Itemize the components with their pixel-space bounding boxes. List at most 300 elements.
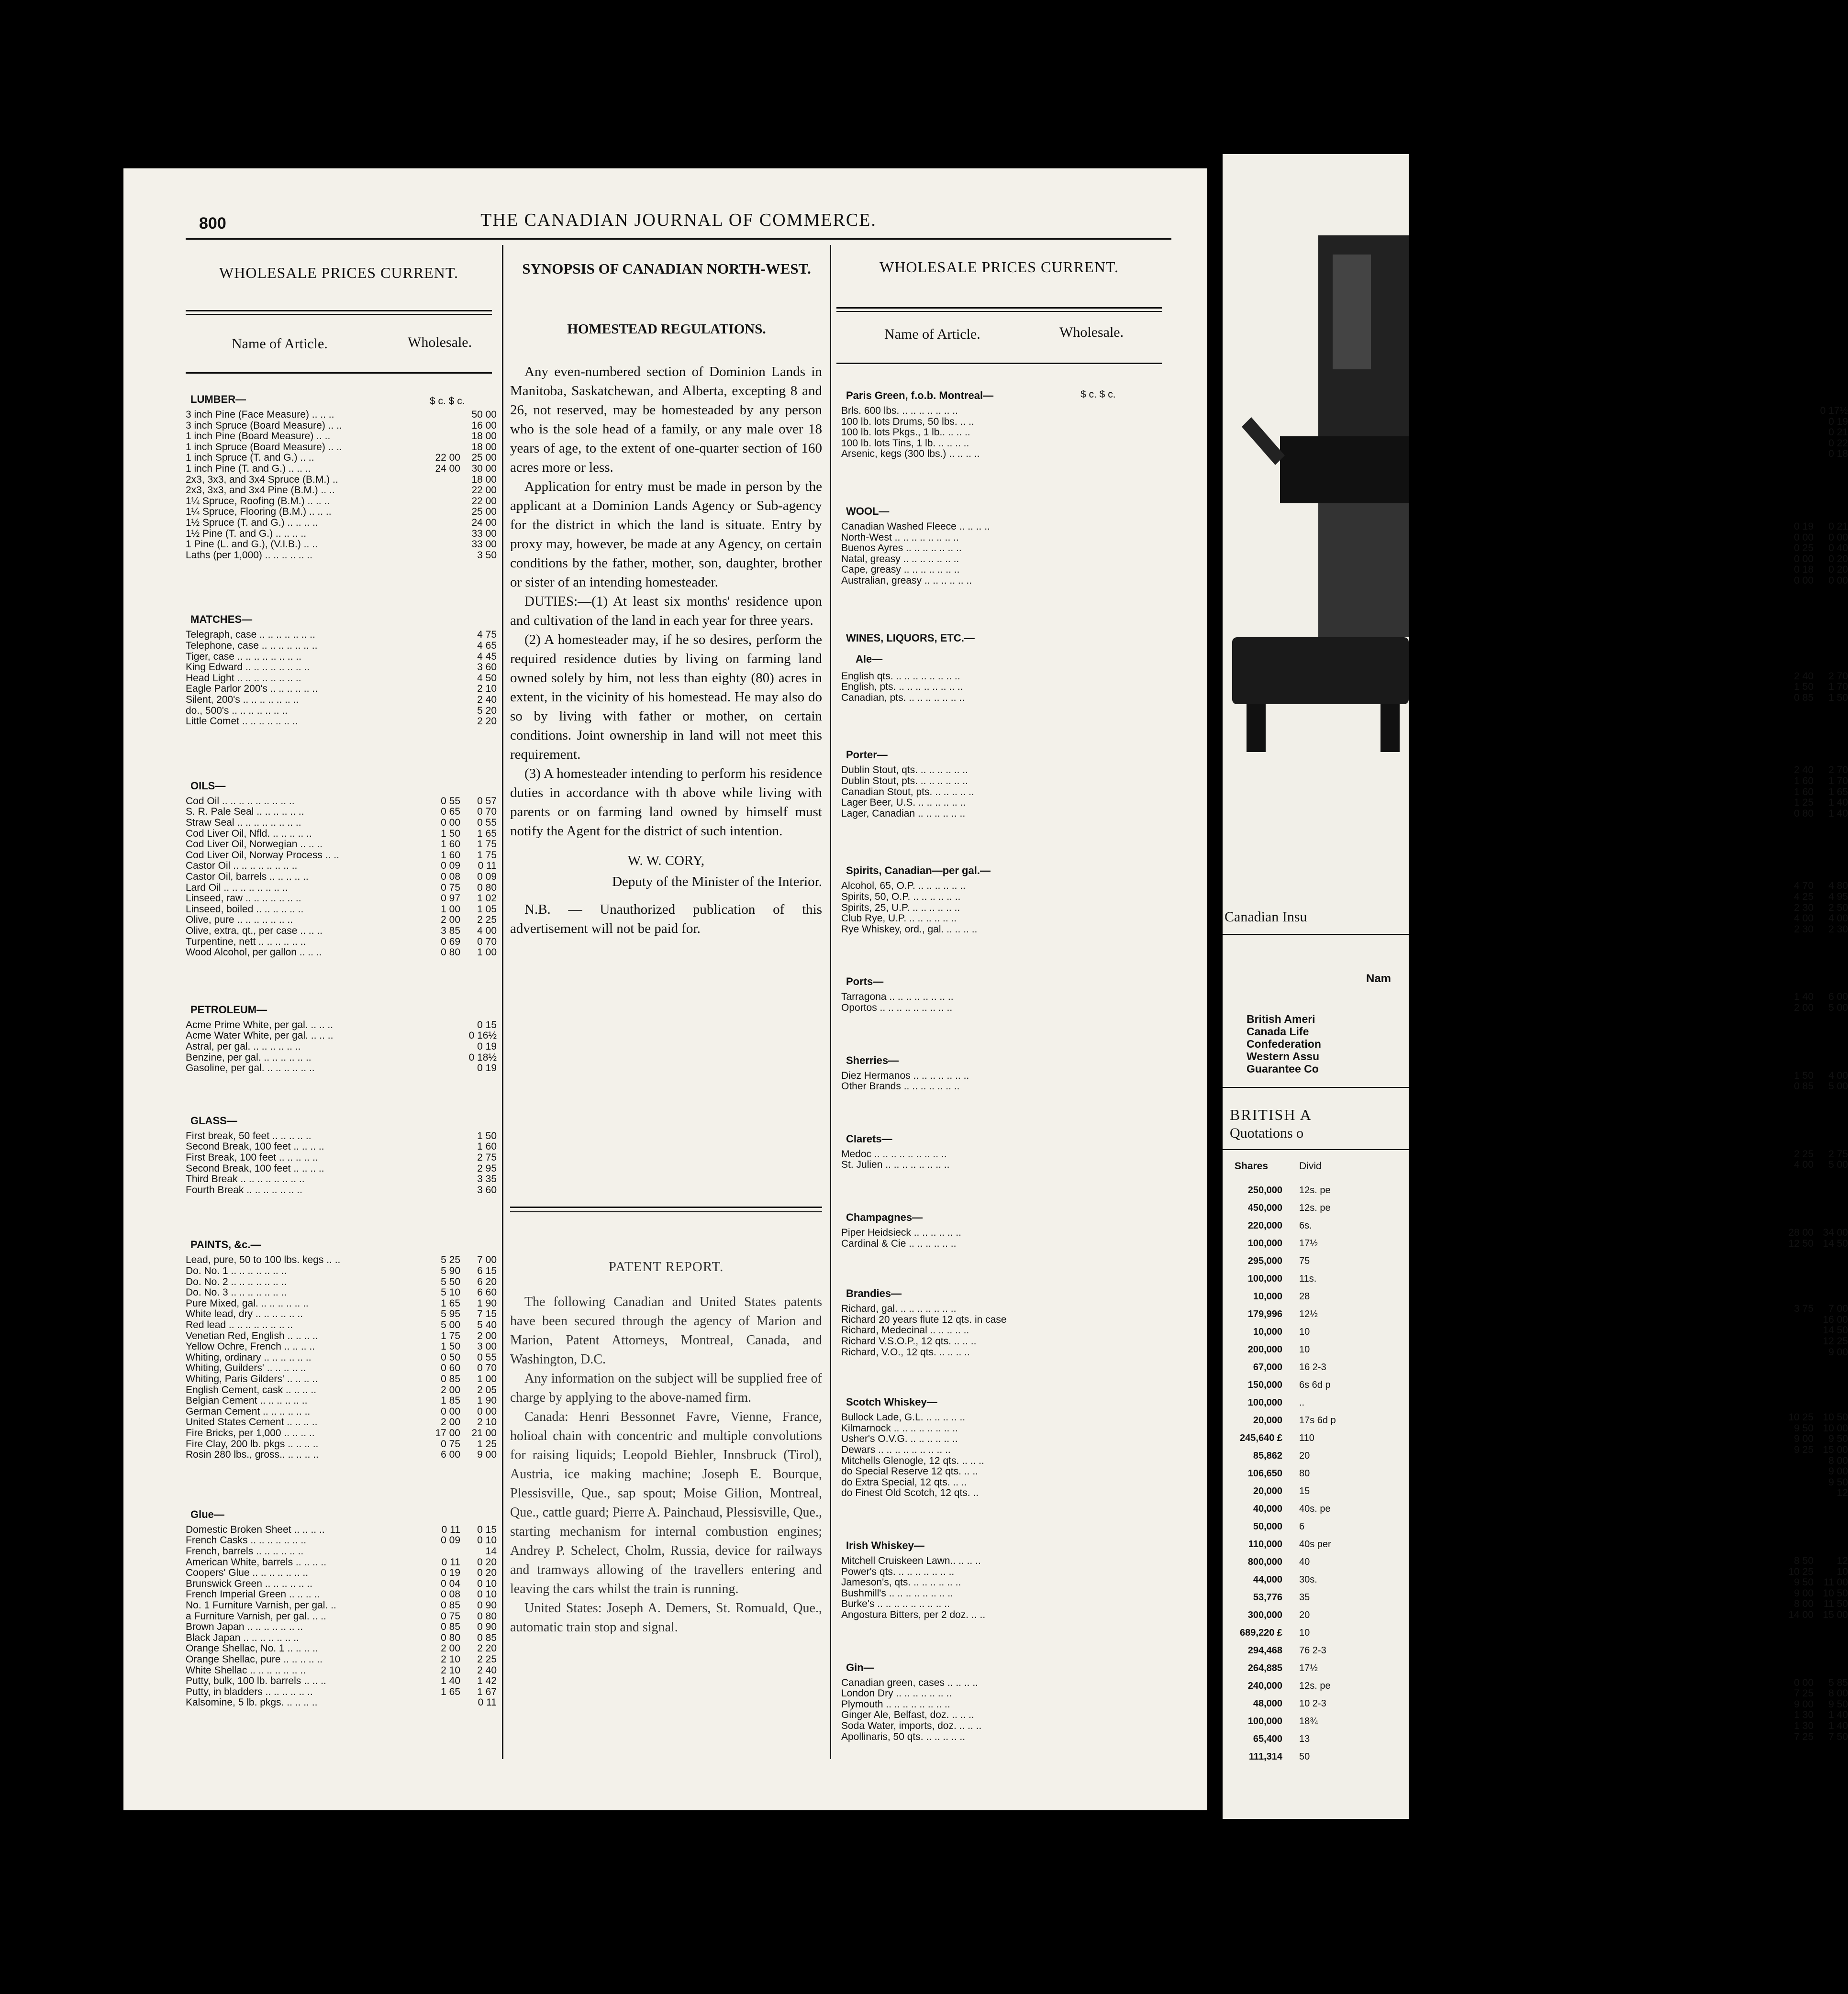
price-row (186, 550, 497, 561)
shares-value: 179,996 (1247, 1309, 1282, 1319)
price-high: 18 00 (471, 431, 497, 442)
price-high: 5 20 (477, 705, 497, 716)
price-row (186, 850, 497, 861)
price-high: 0 20 (477, 1556, 497, 1568)
article-name: Alcohol, 65, O.P. .. .. .. .. .. .. (841, 880, 966, 892)
price-low: 5 50 (441, 1276, 460, 1287)
shares-value: 450,000 (1247, 1203, 1282, 1213)
dividend-value: 40s per (1299, 1539, 1331, 1550)
article-name: Fire Clay, 200 lb. pkgs .. .. .. .. (186, 1438, 319, 1450)
price-high: 1 60 (477, 1141, 497, 1152)
price-high: 0 00 (1828, 532, 1848, 543)
price-low: 0 85 (1794, 692, 1814, 703)
price-high: 1 05 (477, 903, 497, 915)
price-high: 0 21 (1828, 521, 1848, 532)
price-row (186, 1277, 497, 1287)
price-high: 0 20 (477, 1567, 497, 1579)
price-high: 5 00 (1828, 1081, 1848, 1092)
dividend-value: 28 (1299, 1291, 1310, 1302)
price-low: 1 60 (1794, 786, 1814, 798)
price-row (186, 1428, 497, 1439)
price-high: 22 00 (471, 495, 497, 507)
price-row (186, 926, 497, 936)
price-high: 1 02 (477, 893, 497, 904)
price-low: 8 00 (1794, 1598, 1814, 1610)
right-col-name: Name of Article. (884, 326, 980, 342)
price-high: 25 00 (471, 452, 497, 464)
dividend-value: 17½ (1299, 1238, 1318, 1249)
patent-para-4: United States: Joseph A. Demers, St. Romuald, Que., automatic train stop and signal. (510, 1601, 822, 1635)
article-name: White Shellac .. .. .. .. .. .. .. (186, 1664, 306, 1676)
shares-value: 250,000 (1247, 1185, 1282, 1196)
left-title-rule (186, 310, 492, 311)
article-name: 100 lb. lots Pkgs., 1 lb.. .. .. .. (841, 427, 970, 438)
article-name: Black Japan .. .. .. .. .. .. .. (186, 1632, 299, 1643)
article-name: English Cement, cask .. .. .. .. (186, 1384, 317, 1396)
mid-rule-2 (510, 1211, 822, 1212)
article-name: Kalsomine, 5 lb. pkgs. .. .. .. .. (186, 1697, 318, 1708)
article-name: Canadian Stout, pts. .. .. .. .. .. (841, 786, 974, 798)
article-name: United States Cement .. .. .. .. (186, 1417, 318, 1428)
price-high: 14 50 (1823, 1238, 1848, 1249)
price-row (186, 1697, 497, 1708)
article-name: Australian, greasy .. .. .. .. .. .. (841, 575, 972, 586)
article-name: Putty, bulk, 100 lb. barrels .. .. .. (186, 1675, 326, 1687)
right-title-rule-2 (836, 311, 1162, 312)
price-row (186, 1352, 497, 1363)
price-high: 0 21 (1828, 427, 1848, 438)
dividend-value: 12s. pe (1299, 1185, 1331, 1196)
dividend-value: 110 (1299, 1433, 1314, 1443)
right-title-rule (836, 307, 1162, 309)
price-row (186, 1654, 497, 1665)
article-name: Piper Heidsieck .. .. .. .. .. .. (841, 1227, 961, 1238)
price-high: 3 50 (477, 549, 497, 561)
article-name: Natal, greasy .. .. .. .. .. .. .. (841, 553, 959, 565)
price-low: 0 80 (441, 947, 460, 958)
price-low: 0 97 (441, 893, 460, 904)
dividend-value: 10 2-3 (1299, 1698, 1326, 1709)
article-name: King Edward .. .. .. .. .. .. .. .. (186, 662, 310, 673)
price-row (186, 883, 497, 893)
article-name: English qts. .. .. .. .. .. .. .. .. (841, 670, 960, 682)
price-high: 7 00 (477, 1254, 497, 1266)
left-col-wholesale: Wholesale. (408, 334, 472, 350)
price-high: 0 11 (478, 1697, 497, 1708)
right-col-wholesale: Wholesale. (1059, 324, 1124, 340)
price-low: 2 30 (1794, 923, 1814, 935)
mid-rule-1 (510, 1207, 822, 1208)
article-name: Brunswick Green .. .. .. .. .. .. (186, 1578, 312, 1589)
price-high: 4 95 (1828, 891, 1848, 902)
price-high: 33 00 (471, 539, 497, 550)
article-name: 1 Pine (L. and G.), (V.I.B.) .. .. (186, 539, 318, 550)
price-row (186, 1557, 497, 1568)
article-name: Bullock Lade, G.L. .. .. .. .. .. (841, 1412, 966, 1423)
shares-value: 150,000 (1247, 1380, 1282, 1390)
price-low: 2 30 (1794, 902, 1814, 913)
left-title: WHOLESALE PRICES CURRENT. (219, 264, 458, 281)
dividend-value: 15 (1299, 1486, 1310, 1496)
price-low: 1 60 (441, 849, 460, 861)
price-row (186, 861, 497, 871)
price-row (186, 716, 497, 727)
price-row (186, 1185, 497, 1196)
article-name: Whiting, Paris Gilders' .. .. .. .. (186, 1374, 318, 1385)
dividend-value: 10 (1299, 1628, 1310, 1638)
price-high: 1 40 (1828, 1709, 1848, 1721)
price-low: 9 50 (1794, 1577, 1814, 1588)
dividend-value: 80 (1299, 1468, 1310, 1479)
price-high: 9 50 (1828, 1476, 1848, 1488)
dividend-value: 6s 6d p (1299, 1380, 1331, 1390)
price-high: 50 00 (471, 409, 497, 420)
price-high: 22 00 (471, 485, 497, 496)
article-name: Second Break, 100 feet .. .. .. .. (186, 1163, 324, 1174)
article-name: Straw Seal .. .. .. .. .. .. .. .. (186, 817, 301, 828)
price-high: 1 50 (477, 1130, 497, 1141)
article-name: Dublin Stout, qts. .. .. .. .. .. .. (841, 764, 968, 776)
adj-rule-2 (1223, 1087, 1409, 1088)
article-name: Apollinaris, 50 qts. .. .. .. .. .. (841, 1731, 966, 1742)
price-low: 0 00 (1794, 1677, 1814, 1688)
price-high: 1 40 (1828, 797, 1848, 809)
price-low: 0 85 (441, 1600, 460, 1611)
article-name: Cod Liver Oil, Norwegian .. .. .. (186, 839, 323, 850)
header-rule (186, 238, 1171, 240)
price-high: 9 00 (1828, 1346, 1848, 1358)
article-name: Yellow Ochre, French .. .. .. .. (186, 1341, 315, 1352)
price-row (186, 1622, 497, 1632)
price-low: 0 80 (1794, 808, 1814, 819)
price-high: 1 65 (1828, 786, 1848, 798)
patent-para-2: Any information on the subject will be supplied free of charge by applying to the above-named firm. (510, 1371, 822, 1405)
price-high: 9 50 (1828, 1698, 1848, 1710)
article-name: Acme Water White, per gal. .. .. .. (186, 1030, 334, 1041)
price-low: 1 65 (441, 1297, 460, 1309)
price-row (186, 1535, 497, 1546)
dividend-value: 30s. (1299, 1574, 1317, 1585)
article-name: Pure Mixed, gal. .. .. .. .. .. .. (186, 1297, 309, 1309)
price-high: 8 00 (1828, 1455, 1848, 1466)
shares-value: 294,468 (1247, 1645, 1282, 1656)
price-row (186, 1396, 497, 1406)
article-name: Third Break .. .. .. .. .. .. .. .. (186, 1174, 305, 1185)
price-row (186, 1374, 497, 1385)
article-name: Acme Prime White, per gal. .. .. .. (186, 1019, 334, 1030)
price-high: 0 57 (477, 795, 497, 807)
price-high: 1 00 (477, 947, 497, 958)
homestead-text (510, 362, 822, 938)
price-row (186, 662, 497, 673)
article-name: Richard 20 years flute 12 qts. in case (841, 1314, 1007, 1325)
price-low: 2 00 (441, 914, 460, 926)
section-heading: WINES, LIQUORS, ETC.— (846, 631, 975, 644)
price-row (186, 1665, 497, 1676)
price-low: 8 50 (1794, 1555, 1814, 1566)
right-units: $ c. $ c. (1080, 389, 1116, 400)
price-high: 0 20 (1828, 564, 1848, 576)
price-row (186, 1579, 497, 1589)
price-row (186, 431, 497, 442)
price-low: 17 00 (435, 1428, 460, 1439)
article-name: Canadian Washed Fleece .. .. .. .. (841, 521, 990, 532)
price-row (186, 1287, 497, 1298)
price-row (186, 652, 497, 662)
shares-value: 65,400 (1253, 1734, 1282, 1744)
price-high: 2 95 (477, 1163, 497, 1174)
article-name: Soda Water, imports, doz. .. .. .. (841, 1720, 982, 1731)
section-heading: WOOL— (846, 505, 890, 517)
price-high: 3 35 (477, 1174, 497, 1185)
price-row (186, 1568, 497, 1578)
price-row (186, 1298, 497, 1309)
price-row (186, 1152, 497, 1163)
price-high: 2 40 (477, 1664, 497, 1676)
price-high: 5 40 (477, 1319, 497, 1330)
left-title-rule-2 (186, 314, 492, 315)
price-low: 1 85 (441, 1395, 460, 1407)
dividend-value: .. (1299, 1397, 1305, 1408)
price-low: 1 60 (441, 839, 460, 850)
article-name: Coopers' Glue .. .. .. .. .. .. .. (186, 1567, 309, 1579)
article-name: Wood Alcohol, per gallon .. .. .. (186, 947, 322, 958)
article-name: Ginger Ale, Belfast, doz. .. .. .. (841, 1709, 974, 1721)
dividend-value: 17s 6d p (1299, 1415, 1336, 1426)
homestead-subtitle: HOMESTEAD REGULATIONS. (567, 321, 766, 337)
article-name: Cardinal & Cie .. .. .. .. .. .. (841, 1238, 957, 1249)
price-high: 9 00 (1828, 1466, 1848, 1477)
price-high: 0 15 (477, 1524, 497, 1535)
price-high: 0 20 (1828, 553, 1848, 565)
price-high: 0 70 (477, 1363, 497, 1374)
price-high: 0 10 (477, 1578, 497, 1589)
price-low: 2 40 (1794, 764, 1814, 776)
section-heading: Gin— (846, 1661, 874, 1673)
name-head: Nam (1366, 972, 1392, 985)
nb-note: N.B. — Unauthorized publication of this advertisement will not be paid for. (510, 902, 822, 936)
price-low: 0 09 (441, 1535, 460, 1546)
dividend-value: 6 (1299, 1521, 1305, 1532)
dividend-value: 12s. pe (1299, 1203, 1331, 1213)
article-name: Club Rye, U.P. .. .. .. .. .. .. (841, 913, 957, 924)
price-high: 1 50 (1828, 692, 1848, 703)
price-low: 0 04 (441, 1578, 460, 1589)
price-high: 1 40 (1828, 808, 1848, 819)
price-row (186, 796, 497, 807)
stove-illustration (1223, 216, 1409, 876)
article-name: Little Comet .. .. .. .. .. .. .. (186, 716, 298, 727)
price-row (186, 1266, 497, 1276)
price-high: 21 00 (471, 1428, 497, 1439)
price-low: 0 19 (441, 1567, 460, 1579)
article-name: do Extra Special, 12 qts. .. .. (841, 1476, 967, 1488)
article-name: Brown Japan .. .. .. .. .. .. .. (186, 1621, 303, 1633)
price-high: 11 50 (1824, 1598, 1848, 1610)
company-name: Guarantee Co (1247, 1063, 1319, 1075)
price-high: 6 00 (1828, 991, 1848, 1003)
price-high: 34 00 (1823, 1227, 1848, 1238)
section-heading: OILS— (190, 779, 226, 792)
article-name: Second Break, 100 feet .. .. .. .. (186, 1141, 324, 1152)
article-name: Lead, pure, 50 to 100 lbs. kegs .. .. (186, 1254, 341, 1266)
price-high: 10 (1837, 1566, 1848, 1577)
price-high: 5 00 (1828, 1002, 1848, 1013)
article-name: Castor Oil, barrels .. .. .. .. .. (186, 871, 309, 882)
price-low: 2 00 (441, 1384, 460, 1396)
article-name: 3 inch Spruce (Board Measure) .. .. (186, 420, 342, 431)
article-name: Olive, pure .. .. .. .. .. .. .. (186, 914, 293, 926)
price-high: 4 65 (477, 640, 497, 651)
price-high: 9 00 (477, 1449, 497, 1461)
shares-value: 100,000 (1247, 1716, 1282, 1727)
price-low: 0 00 (441, 817, 460, 828)
article-name: Angostura Bitters, per 2 doz. .. .. (841, 1609, 986, 1620)
adj-rule-1 (1223, 934, 1409, 935)
price-high: 2 40 (477, 694, 497, 705)
article-name: Belgian Cement .. .. .. .. .. .. (186, 1395, 308, 1407)
article-name: Dublin Stout, pts. .. .. .. .. .. .. (841, 775, 968, 787)
company-name: Confederation (1247, 1038, 1321, 1050)
article-name: Brls. 600 lbs. .. .. .. .. .. .. .. (841, 405, 958, 416)
price-high: 14 50 (1823, 1325, 1848, 1336)
price-row (186, 1131, 497, 1141)
article-name: French Casks .. .. .. .. .. .. .. (186, 1535, 307, 1546)
price-row (186, 1643, 497, 1654)
price-low: 0 11 (441, 1556, 460, 1568)
article-name: Mitchells Glenogle, 12 qts. .. .. .. (841, 1455, 984, 1466)
price-low: 5 25 (441, 1254, 460, 1266)
shares-value: 40,000 (1253, 1504, 1282, 1514)
article-name: St. Julien .. .. .. .. .. .. .. .. (841, 1159, 950, 1171)
price-low: 5 00 (441, 1319, 460, 1330)
price-low: 10 25 (1788, 1412, 1814, 1423)
price-row (186, 1255, 497, 1265)
article-name: Plymouth .. .. .. .. .. .. .. .. (841, 1698, 950, 1710)
price-low: 1 65 (441, 1686, 460, 1697)
article-name: do Finest Old Scotch, 12 qts. .. (841, 1487, 979, 1499)
price-row (186, 1331, 497, 1341)
article-name: Richard, Medecinal .. .. .. .. .. (841, 1325, 969, 1336)
shares-value: 110,000 (1248, 1539, 1282, 1550)
price-low: 0 69 (441, 936, 460, 947)
section-heading: Scotch Whiskey— (846, 1396, 937, 1408)
article-name: 2x3, 3x3, and 3x4 Spruce (B.M.) .. (186, 474, 338, 485)
price-low: 0 80 (441, 1632, 460, 1643)
article-name: Putty, in bladders .. .. .. .. .. .. (186, 1686, 313, 1697)
price-high: 9 50 (1828, 1433, 1848, 1445)
price-row (186, 1676, 497, 1686)
insurance-companies (1247, 1013, 1321, 1075)
price-row (186, 410, 497, 420)
shares-value: 50,000 (1253, 1521, 1282, 1532)
price-high: 2 10 (477, 1417, 497, 1428)
shares-value: 20,000 (1253, 1486, 1282, 1496)
price-row (186, 1052, 497, 1063)
article-name: Other Brands .. .. .. .. .. .. .. (841, 1081, 960, 1092)
para-5: (3) A homesteader intending to perform his residence duties in accordance with th above while living with parents or on farming land owned by himself must notify the Agent for the district of such intention. (510, 766, 822, 839)
price-low: 9 50 (1794, 1422, 1814, 1434)
article-name: White lead, dry .. .. .. .. .. .. (186, 1308, 303, 1320)
article-name: Cape, greasy .. .. .. .. .. .. .. (841, 564, 960, 576)
price-high: 0 40 (1828, 543, 1848, 554)
price-row (186, 539, 497, 550)
journal-title: THE CANADIAN JOURNAL OF COMMERCE. (480, 210, 877, 230)
section-heading: Champagnes— (846, 1211, 923, 1223)
left-header-rule (186, 372, 492, 374)
company-name: Western Assu (1247, 1050, 1320, 1063)
price-low: 28 00 (1788, 1227, 1814, 1238)
right-title: WHOLESALE PRICES CURRENT. (879, 258, 1119, 276)
price-row (186, 496, 497, 507)
price-high: 0 17½ (1820, 405, 1848, 416)
adjacent-page (1223, 154, 1409, 1819)
price-high: 0 00 (477, 1406, 497, 1417)
price-low: 5 90 (441, 1265, 460, 1276)
price-low: 9 00 (1794, 1433, 1814, 1445)
section-heading: Clarets— (846, 1132, 892, 1145)
price-low: 4 00 (1794, 913, 1814, 924)
price-high: 1 65 (477, 828, 497, 839)
dividend-value: 11s. (1299, 1274, 1317, 1284)
price-high: 3 60 (477, 1184, 497, 1196)
price-high: 1 25 (477, 1438, 497, 1450)
article-name: 1 inch Spruce (Board Measure) .. .. (186, 441, 342, 453)
article-name: 1 inch Pine (Board Measure) .. .. (186, 431, 331, 442)
shares-value: 200,000 (1247, 1344, 1282, 1355)
patent-report-text (510, 1293, 822, 1637)
signature: W. W. CORY, (627, 853, 705, 868)
article-name: Richard V.S.O.P., 12 qts. .. .. .. (841, 1336, 977, 1347)
section-heading: Sherries— (846, 1054, 899, 1066)
deputy-line: Deputy of the Minister of the Interior. (612, 874, 822, 889)
price-row (186, 947, 497, 958)
article-name: Turpentine, nett .. .. .. .. .. .. (186, 936, 306, 947)
price-high: 18 00 (471, 441, 497, 453)
price-row (186, 1309, 497, 1319)
article-name: Telegraph, case .. .. .. .. .. .. .. (186, 629, 315, 641)
price-row (186, 1407, 497, 1417)
synopsis-title: SYNOPSIS OF CANADIAN NORTH-WEST. (522, 260, 811, 277)
price-low: 9 00 (1794, 1587, 1814, 1599)
price-low: 2 00 (441, 1417, 460, 1428)
price-low: 1 30 (1794, 1709, 1814, 1721)
article-name: 3 inch Pine (Face Measure) .. .. .. (186, 409, 334, 420)
price-high: 1 75 (477, 849, 497, 861)
price-high: 1 67 (477, 1686, 497, 1697)
price-low: 0 55 (441, 795, 460, 807)
price-row (186, 630, 497, 640)
price-high: 0 15 (477, 1019, 497, 1030)
column-divider-right (830, 245, 831, 1759)
price-high: 2 05 (477, 1384, 497, 1396)
price-low: 0 00 (1794, 532, 1814, 543)
patent-para-3: Canada: Henri Bessonnet Favre, Vienne, France, holioal chain with concentric and multiple convolutions for raising liquids; Leopold Biehler, Innsbruck (Tirol), Austria, ice making machine; Joseph E. Bourque, Plessisville, Que., sap spout; Moise Gilion, Montreal, Que., cattle guard; Pierre A. Painchaud, Plessisville, Que., starting mechanism for internal combustion engines; Andrey P. Schelect, Cholm, Russia, device for railways and tramways allowing of the travellers entering and leaving the cars whilst the train is running. (510, 1409, 822, 1596)
price-high: 7 15 (477, 1308, 497, 1320)
price-row (186, 475, 497, 485)
price-row (186, 818, 497, 828)
price-high: 6 20 (477, 1276, 497, 1287)
price-low: 4 25 (1794, 891, 1814, 902)
article-name: 1¼ Spruce, Flooring (B.M.) .. .. .. (186, 506, 332, 518)
dividend-value: 20 (1299, 1451, 1310, 1461)
article-name: Richard, V.O., 12 qts. .. .. .. .. (841, 1346, 970, 1358)
section-heading: Irish Whiskey— (846, 1540, 924, 1551)
price-low: 0 50 (441, 1351, 460, 1363)
price-high: 0 09 (477, 871, 497, 882)
price-low: 2 10 (441, 1664, 460, 1676)
shares-value: 295,000 (1247, 1256, 1282, 1266)
